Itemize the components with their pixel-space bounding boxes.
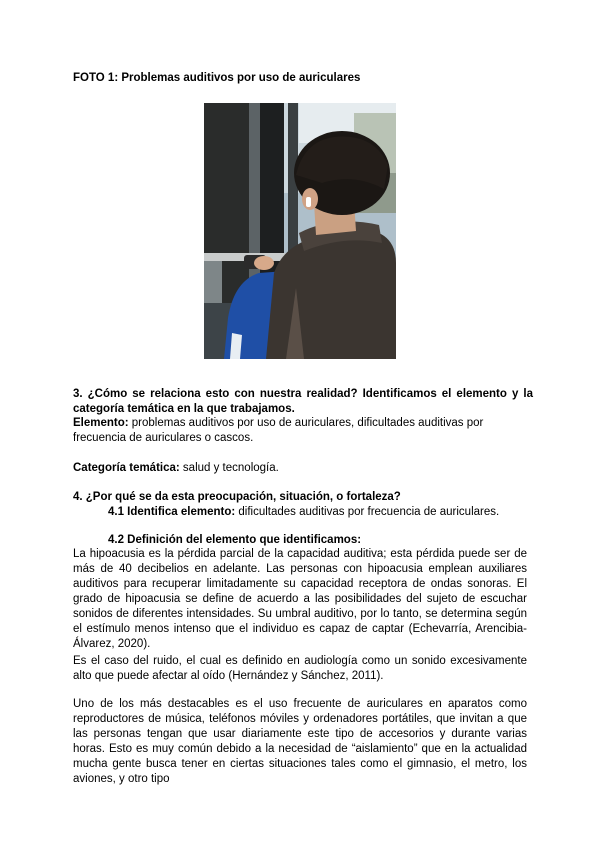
paragraph-ruido: Es el caso del ruido, el cual es definido en audiología como un sonido excesivamente alto que puede afectar al oído (Hernández y Sánchez, 2011). [73, 655, 527, 682]
section-4-heading: 4. ¿Por qué se da esta preocupación, situación, o fortaleza? [73, 491, 401, 503]
categoria-paragraph [73, 461, 527, 476]
section-4-1-label: 4.1 Identifica elemento: [108, 506, 236, 518]
section-3-heading-line1: 3. ¿Cómo se relaciona esto con nuestra realidad? Identificamos el elemento y la [73, 388, 533, 400]
photo-caption-title: FOTO 1: Problemas auditivos por uso de auriculares [73, 72, 361, 84]
section-3-heading [73, 387, 533, 417]
photo-student-with-earphones [204, 103, 396, 359]
categoria-label: Categoría temática: [73, 462, 180, 474]
section-4-1-text: dificultades auditivas por frecuencia de auriculares. [235, 506, 500, 518]
paragraph-hipoacusia: La hipoacusia es la pérdida parcial de la capacidad auditiva; esta pérdida puede ser de más de 40 decibelios en adelante. Las personas con hipoacusia emplean auxiliares auditivos para recuperar limitadamente su capacidad receptora de ondas sonoras. El grado de hipoacusia se define de acuerdo a las posibilidades del sujeto de escuchar sonidos de diferentes intensidades. Su umbral auditivo, por lo tanto, se determina según el estímulo menos intenso que el individuo es capaz de captar (Echevarría, Arencibia-Álvarez, 2020). [73, 548, 527, 650]
paragraph-auriculares: Uno de los más destacables es el uso frecuente de auriculares en aparatos como reproductores de música, teléfonos móviles y ordenadores portátiles, que invitan a que las personas tengan que usar diariamente este tipo de accesorios y durante varias horas. Esto es muy común debido a la necesidad de “aislamiento” que en la actualidad mucha gente busca tener en ciertas situaciones tales como el gimnasio, el metro, los aviones, y otro tipo [73, 698, 527, 785]
section-3-heading-line2: categoría temática en la que trabajamos. [73, 403, 295, 415]
elemento-label: Elemento: [73, 417, 129, 429]
categoria-text: salud y tecnología. [179, 462, 279, 474]
elemento-text: problemas auditivos por uso de auriculares, dificultades auditivas por frecuencia de auriculares o cascos. [73, 417, 484, 444]
section-4-2-heading: 4.2 Definición del elemento que identificamos: [108, 534, 362, 546]
section-4-1 [108, 505, 528, 520]
elemento-paragraph [73, 416, 527, 446]
